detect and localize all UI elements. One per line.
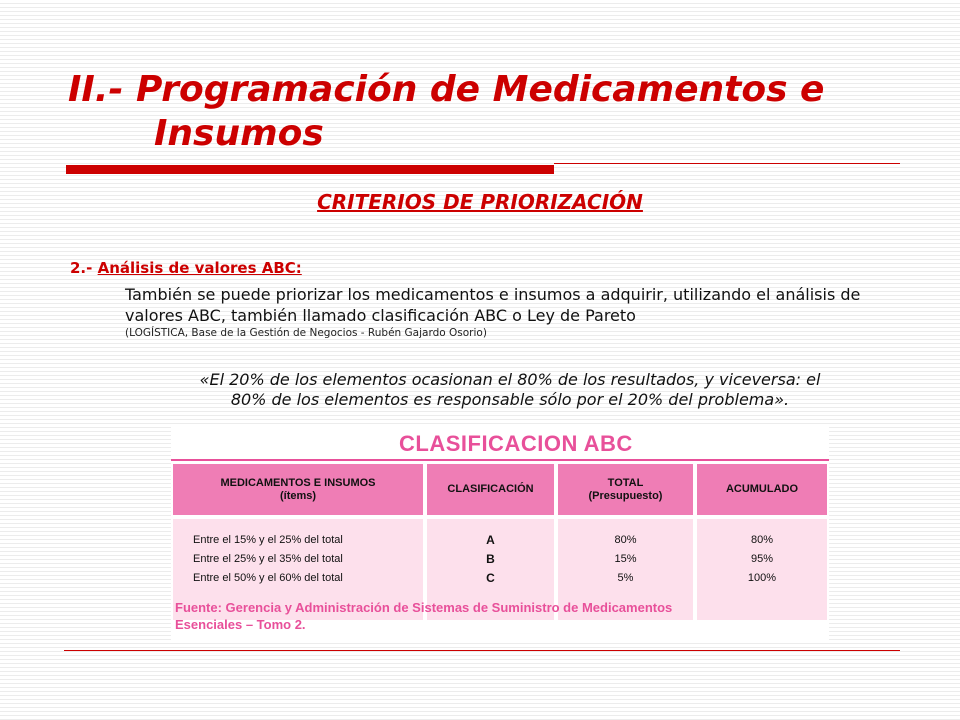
- table-cell-total: 80%: [614, 534, 637, 546]
- pareto-quote: [120, 370, 900, 410]
- section-label: Análisis de valores ABC:: [97, 259, 302, 277]
- slide-title-line2: Insumos: [154, 113, 324, 154]
- slide-title: [68, 68, 928, 156]
- section-number: 2.-: [70, 259, 93, 277]
- table-cell-total: 15%: [614, 553, 637, 565]
- table-cell-total: 5%: [617, 572, 634, 584]
- body-paragraph: [125, 284, 915, 341]
- section-heading: [70, 259, 302, 277]
- source-line-1: Fuente: Gerencia y Administración de Sistemas de Suministro de Medicamentos: [175, 600, 673, 615]
- header-total-sub: (Presupuesto): [588, 489, 663, 502]
- abc-table-header-row: [173, 462, 827, 515]
- table-cell-cumulative: 100%: [747, 572, 777, 584]
- table-cell-items: Entre el 50% y el 60% del total: [193, 572, 343, 584]
- abc-classification-figure: [171, 425, 829, 643]
- footer-divider-line: [64, 650, 900, 651]
- table-cell-cumulative: 95%: [750, 553, 774, 565]
- quote-line-1: «El 20% de los elementos ocasionan el 80% de los resultados, y viceversa: el: [199, 370, 821, 389]
- header-total-label: TOTAL: [607, 476, 644, 489]
- abc-table: [173, 462, 827, 622]
- slide-title-line1: II.- Programación de Medicamentos e: [68, 69, 825, 110]
- paragraph-source: (LOGÍSTICA, Base de la Gestión de Negocios - Rubén Gajardo Osorio): [125, 327, 487, 339]
- header-items: [173, 464, 423, 515]
- abc-source-note: [175, 599, 825, 633]
- slide-subtitle: CRITERIOS DE PRIORIZACIÓN: [317, 190, 643, 214]
- table-cell-items: Entre el 25% y el 35% del total: [193, 553, 343, 565]
- table-cell-items: Entre el 15% y el 25% del total: [193, 534, 343, 546]
- table-cell-cumulative: 80%: [750, 534, 774, 546]
- header-items-label: MEDICAMENTOS E INSUMOS: [220, 476, 376, 489]
- table-cell-class: B: [486, 552, 495, 566]
- title-underline-bar: [66, 165, 554, 174]
- quote-line-2: 80% de los elementos es responsable sólo por el 20% del problema».: [230, 390, 790, 409]
- header-cumulative: ACUMULADO: [697, 464, 827, 515]
- source-line-2: Esenciales – Tomo 2.: [175, 617, 306, 632]
- header-items-sub: (ítems): [279, 489, 317, 502]
- table-cell-class: C: [486, 571, 495, 585]
- table-cell-class: A: [486, 533, 495, 547]
- header-classification: CLASIFICACIÓN: [427, 464, 554, 515]
- abc-heading-rule: [171, 459, 829, 461]
- paragraph-text: También se puede priorizar los medicamentos e insumos a adquirir, utilizando el análisis de valores ABC, también llamado clasificación ABC o Ley de Pareto: [125, 285, 861, 325]
- header-total: [558, 464, 693, 515]
- title-divider-line: [554, 163, 900, 164]
- abc-heading: CLASIFICACION ABC: [399, 431, 633, 456]
